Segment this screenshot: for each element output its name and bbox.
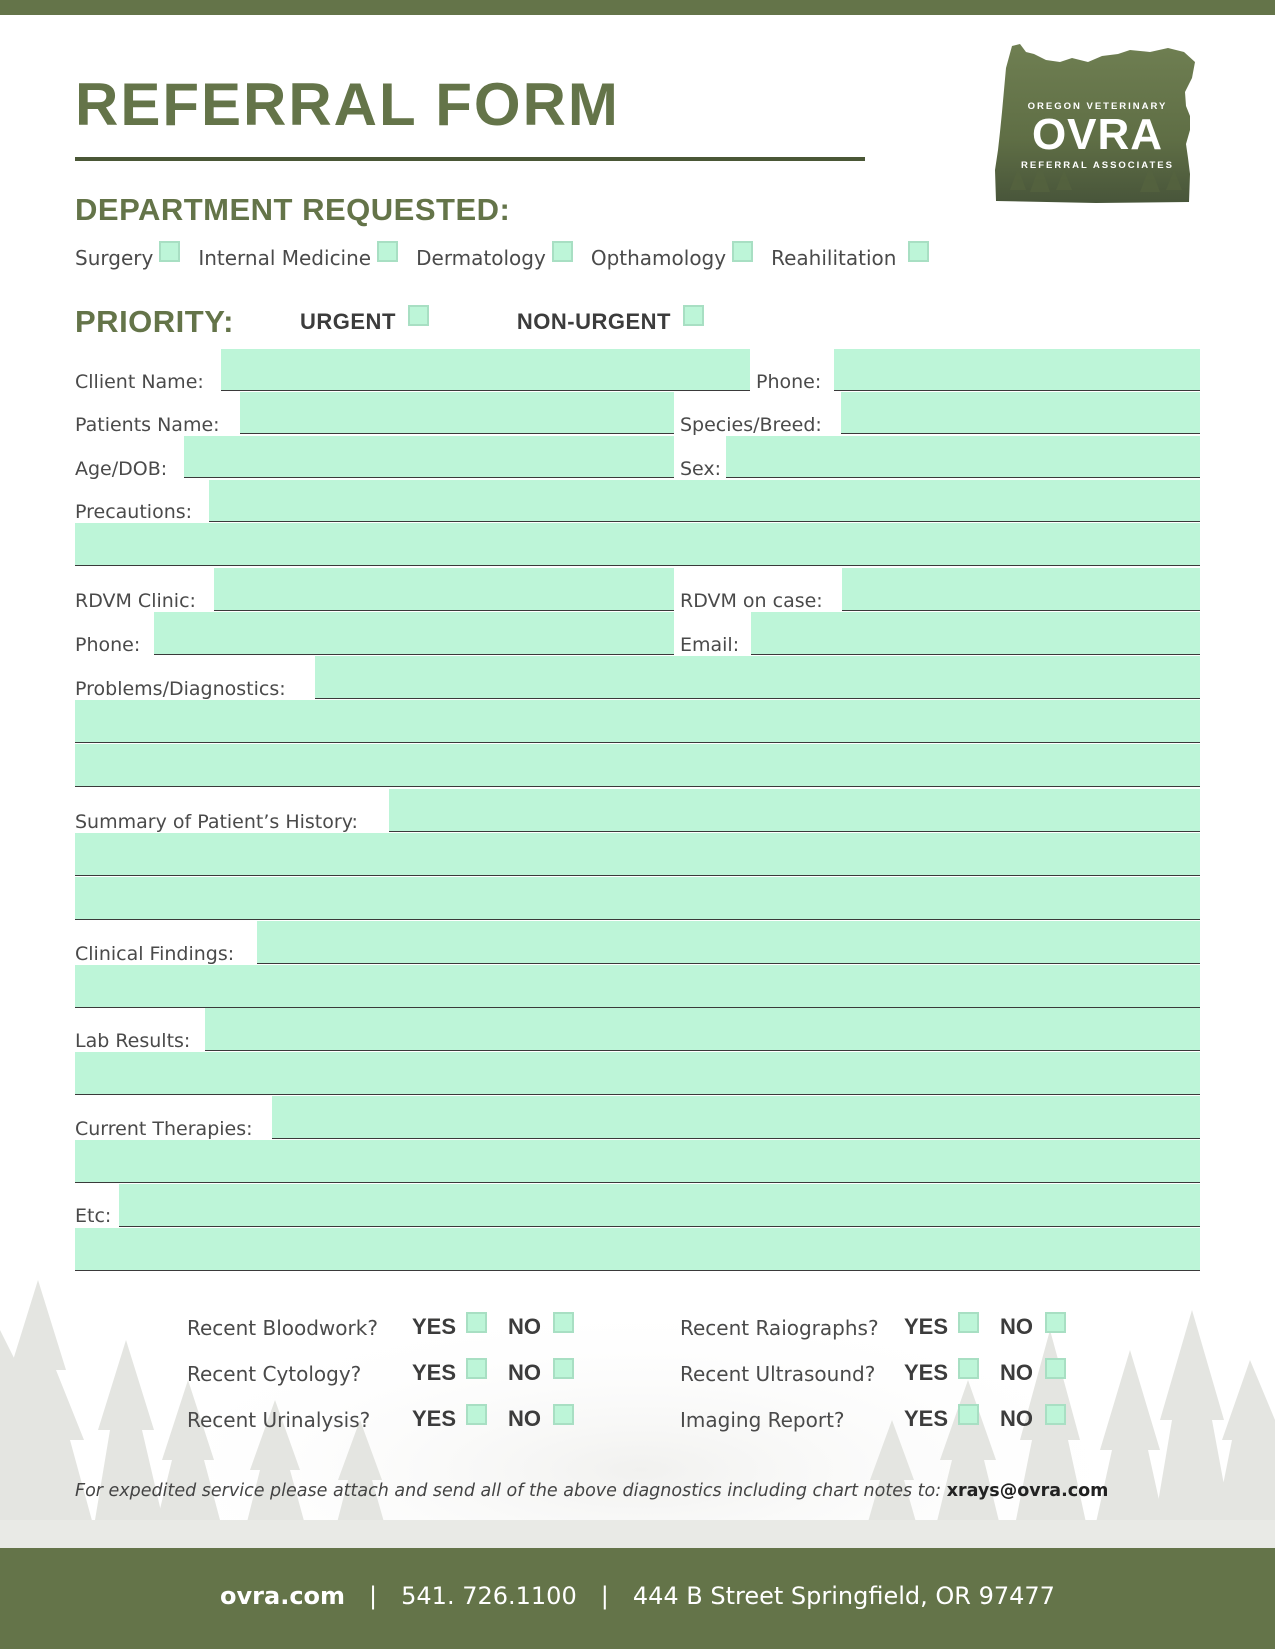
footer-website-link[interactable]: ovra.com bbox=[220, 1582, 346, 1610]
urinalysis-yes-checkbox[interactable] bbox=[466, 1404, 487, 1425]
title-underline bbox=[75, 157, 865, 161]
summary-history-field-line-3[interactable] bbox=[75, 877, 1200, 920]
department-options bbox=[75, 242, 947, 274]
rdvm-phone-label: Phone: bbox=[75, 634, 141, 656]
radiographs-no-checkbox[interactable] bbox=[1045, 1312, 1066, 1333]
sex-field[interactable] bbox=[726, 436, 1200, 478]
rdvm-phone-field[interactable] bbox=[154, 612, 674, 655]
priority-non-urgent-checkbox[interactable] bbox=[683, 305, 704, 326]
dept-internal-medicine-checkbox[interactable] bbox=[377, 241, 398, 262]
patients-name-field[interactable] bbox=[240, 392, 674, 434]
rdvm-on-case-field[interactable] bbox=[842, 568, 1200, 611]
recent-bloodwork-label: Recent Bloodwork? bbox=[187, 1316, 378, 1340]
footer-separator: | bbox=[600, 1582, 609, 1610]
top-accent-bar bbox=[0, 0, 1275, 15]
client-phone-label: Phone: bbox=[756, 371, 822, 393]
age-dob-field[interactable] bbox=[184, 436, 674, 478]
priority-options bbox=[300, 306, 704, 338]
rdvm-clinic-label: RDVM Clinic: bbox=[75, 590, 196, 612]
urinalysis-yes-label: YES bbox=[412, 1406, 457, 1431]
dept-surgery-checkbox[interactable] bbox=[159, 241, 180, 262]
current-therapies-label: Current Therapies: bbox=[75, 1118, 253, 1140]
dept-option-label: Dermatology bbox=[416, 246, 546, 270]
lab-results-field[interactable] bbox=[205, 1008, 1200, 1051]
dept-option-dermatology bbox=[416, 246, 573, 270]
cytology-no-label: NO bbox=[508, 1360, 541, 1385]
dept-option-label: Internal Medicine bbox=[198, 246, 372, 270]
priority-urgent-checkbox[interactable] bbox=[408, 305, 429, 326]
dept-dermatology-checkbox[interactable] bbox=[552, 241, 573, 262]
priority-urgent-label: URGENT bbox=[300, 309, 396, 334]
species-breed-label: Species/Breed: bbox=[680, 414, 822, 436]
precautions-field-line-2[interactable] bbox=[75, 523, 1200, 566]
bloodwork-yes-checkbox[interactable] bbox=[466, 1312, 487, 1333]
imaging-report-no-label: NO bbox=[1000, 1406, 1033, 1431]
summary-history-field[interactable] bbox=[389, 789, 1200, 832]
urinalysis-no-label: NO bbox=[508, 1406, 541, 1431]
cytology-no-checkbox[interactable] bbox=[553, 1358, 574, 1379]
clinical-findings-field-line-2[interactable] bbox=[75, 965, 1200, 1008]
rdvm-email-field[interactable] bbox=[751, 612, 1200, 655]
etc-field-line-2[interactable] bbox=[75, 1228, 1200, 1271]
summary-history-label: Summary of Patient’s History: bbox=[75, 811, 358, 833]
client-name-field[interactable] bbox=[221, 349, 750, 391]
bloodwork-yes-label: YES bbox=[412, 1314, 457, 1339]
expedited-service-note bbox=[75, 1481, 1205, 1501]
bloodwork-no-label: NO bbox=[508, 1314, 541, 1339]
dept-option-label: Opthamology bbox=[590, 246, 727, 270]
footer-bar bbox=[0, 1548, 1275, 1649]
dept-option-label: Surgery bbox=[75, 246, 154, 270]
dept-option-opthamology bbox=[591, 246, 753, 270]
ultrasound-no-label: NO bbox=[1000, 1360, 1033, 1385]
urinalysis-no-checkbox[interactable] bbox=[553, 1404, 574, 1425]
note-email-link[interactable]: xrays@ovra.com bbox=[946, 1481, 1109, 1501]
age-dob-label: Age/DOB: bbox=[75, 458, 168, 480]
precautions-field[interactable] bbox=[209, 480, 1200, 522]
page-title: REFERRAL FORM bbox=[75, 71, 620, 138]
dept-option-surgery bbox=[75, 246, 180, 270]
sex-label: Sex: bbox=[680, 458, 722, 480]
recent-cytology-label: Recent Cytology? bbox=[187, 1362, 362, 1386]
current-therapies-field-line-2[interactable] bbox=[75, 1140, 1200, 1183]
bloodwork-no-checkbox[interactable] bbox=[553, 1312, 574, 1333]
footer-phone: 541. 726.1100 bbox=[401, 1582, 577, 1610]
dept-opthamology-checkbox[interactable] bbox=[732, 241, 753, 262]
lab-results-field-line-2[interactable] bbox=[75, 1052, 1200, 1095]
note-text: For expedited service please attach and send all of the above diagnostics including chart notes to: bbox=[75, 1481, 947, 1501]
etc-field[interactable] bbox=[119, 1184, 1200, 1227]
rdvm-on-case-label: RDVM on case: bbox=[680, 590, 823, 612]
imaging-report-yes-checkbox[interactable] bbox=[958, 1404, 979, 1425]
rdvm-email-label: Email: bbox=[680, 634, 740, 656]
dept-option-label: Reahilitation bbox=[771, 246, 897, 270]
ovra-logo bbox=[990, 40, 1205, 210]
problems-diagnostics-field-line-2[interactable] bbox=[75, 700, 1200, 743]
priority-heading: PRIORITY: bbox=[75, 304, 234, 339]
dept-option-rehabilitation bbox=[771, 246, 929, 270]
imaging-report-yes-label: YES bbox=[904, 1406, 949, 1431]
cytology-yes-checkbox[interactable] bbox=[466, 1358, 487, 1379]
problems-diagnostics-label: Problems/Diagnostics: bbox=[75, 678, 286, 700]
rdvm-clinic-field[interactable] bbox=[214, 568, 674, 611]
cytology-yes-label: YES bbox=[412, 1360, 457, 1385]
etc-label: Etc: bbox=[75, 1205, 112, 1227]
ultrasound-yes-checkbox[interactable] bbox=[958, 1358, 979, 1379]
summary-history-field-line-2[interactable] bbox=[75, 833, 1200, 876]
radiographs-no-label: NO bbox=[1000, 1314, 1033, 1339]
client-phone-field[interactable] bbox=[834, 349, 1200, 391]
patients-name-label: Patients Name: bbox=[75, 414, 220, 436]
radiographs-yes-label: YES bbox=[904, 1314, 949, 1339]
recent-radiographs-label: Recent Raiographs? bbox=[680, 1316, 879, 1340]
footer-separator: | bbox=[369, 1582, 378, 1610]
ultrasound-yes-label: YES bbox=[904, 1360, 949, 1385]
recent-ultrasound-label: Recent Ultrasound? bbox=[680, 1362, 876, 1386]
imaging-report-label: Imaging Report? bbox=[680, 1408, 845, 1432]
footer-address: 444 B Street Springfield, OR 97477 bbox=[632, 1582, 1055, 1610]
recent-urinalysis-label: Recent Urinalysis? bbox=[187, 1408, 371, 1432]
lab-results-label: Lab Results: bbox=[75, 1030, 191, 1052]
current-therapies-field[interactable] bbox=[272, 1096, 1200, 1139]
radiographs-yes-checkbox[interactable] bbox=[958, 1312, 979, 1333]
footer-contact bbox=[0, 1582, 1275, 1610]
client-name-label: Cllient Name: bbox=[75, 371, 204, 393]
dept-option-internal-medicine bbox=[198, 246, 398, 270]
problems-diagnostics-field-line-3[interactable] bbox=[75, 744, 1200, 787]
dept-rehabilitation-checkbox[interactable] bbox=[908, 241, 929, 262]
clinical-findings-field[interactable] bbox=[257, 921, 1200, 964]
logo-bottom-text: REFERRAL ASSOCIATES bbox=[1021, 160, 1174, 171]
department-heading: DEPARTMENT REQUESTED: bbox=[75, 192, 511, 227]
species-breed-field[interactable] bbox=[841, 392, 1200, 434]
clinical-findings-label: Clinical Findings: bbox=[75, 943, 235, 965]
priority-non-urgent-label: NON-URGENT bbox=[516, 309, 671, 334]
logo-wordmark: OVRA bbox=[1031, 110, 1164, 159]
problems-diagnostics-field[interactable] bbox=[315, 656, 1200, 699]
precautions-label: Precautions: bbox=[75, 501, 193, 523]
logo-top-text: OREGON VETERINARY bbox=[1027, 101, 1168, 112]
imaging-report-no-checkbox[interactable] bbox=[1045, 1404, 1066, 1425]
ultrasound-no-checkbox[interactable] bbox=[1045, 1358, 1066, 1379]
